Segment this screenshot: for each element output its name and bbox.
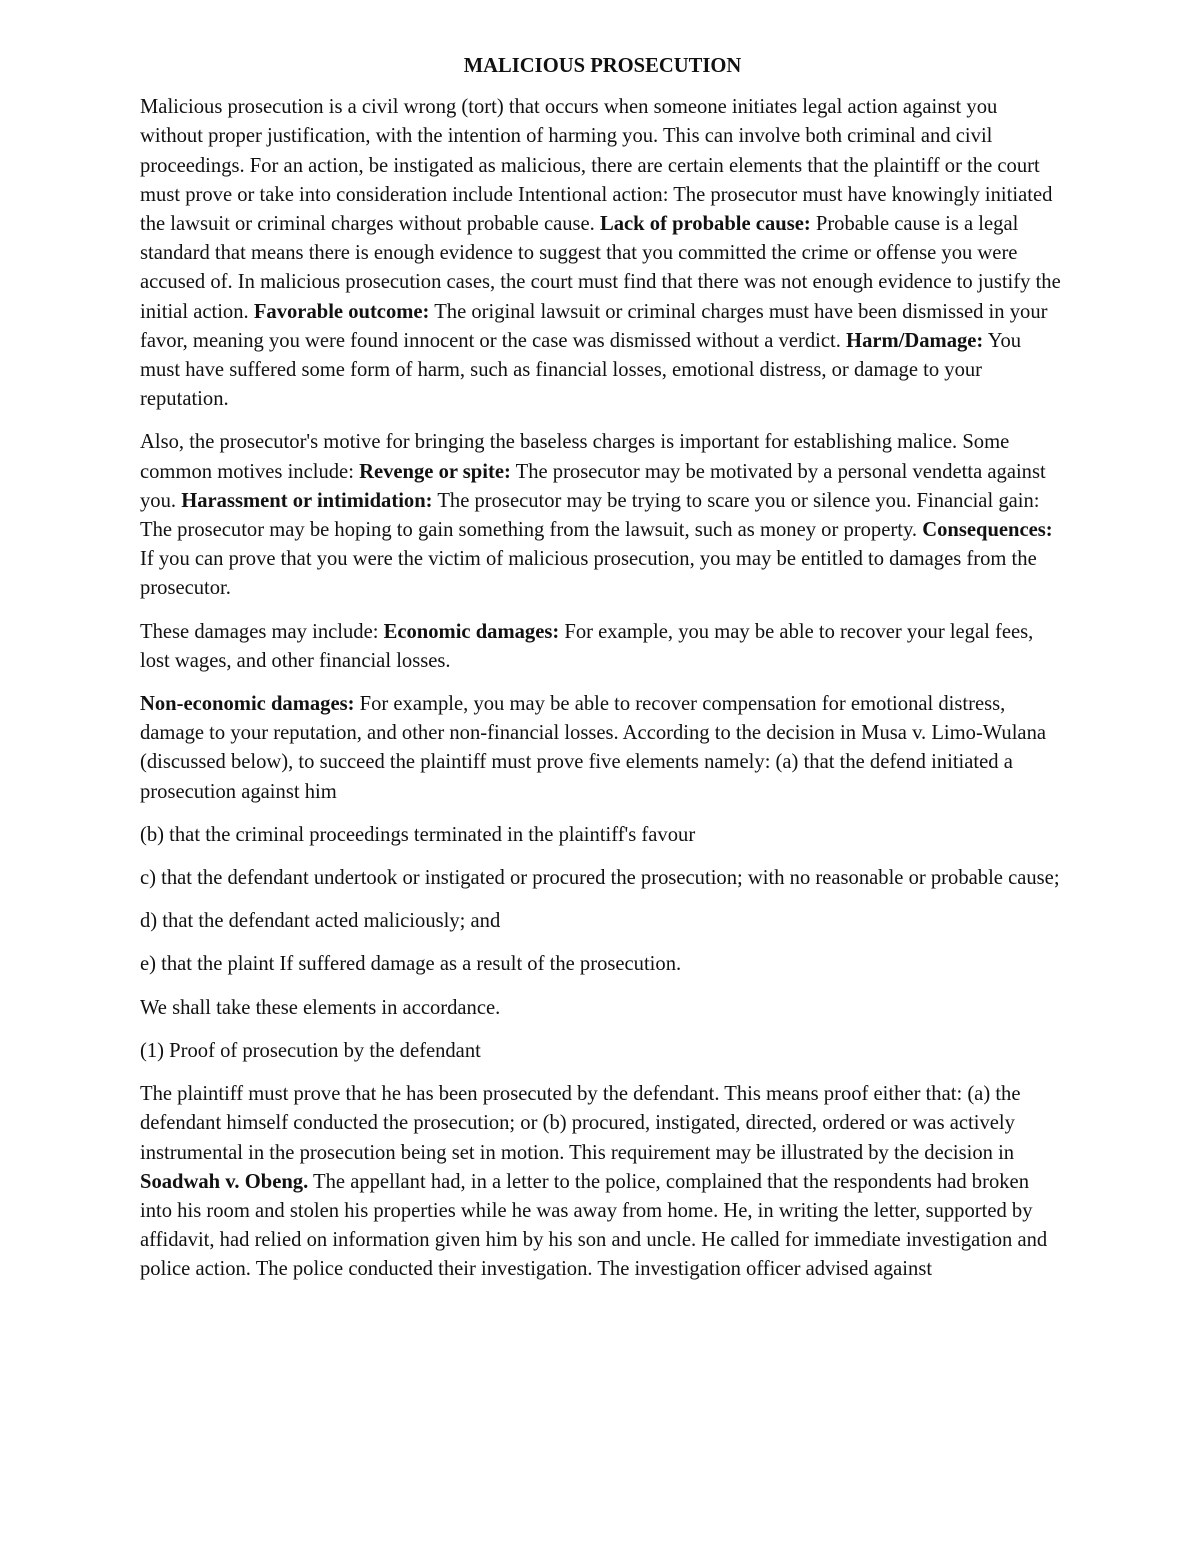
page-title: MALICIOUS PROSECUTION bbox=[463, 55, 742, 77]
paragraph-intro bbox=[140, 93, 1065, 414]
text: Also, the prosecutor's motive for bringing the baseless charges is important for establishing malice. Some common motives include: bbox=[140, 431, 1010, 483]
paragraph-non-economic bbox=[140, 690, 1065, 807]
text: You must have suffered some form of harm, such as financial losses, emotional distress, or damage to your reputation. bbox=[140, 329, 1022, 411]
document-page bbox=[140, 52, 1065, 1299]
text: The original lawsuit or criminal charges must have been dismissed in your favor, meaning you were found innocent or the case was dismissed without a verdict. bbox=[140, 300, 1048, 352]
text: For example, you may be able to recover compensation for emotional distress, damage to your reputation, and other non-financial losses. According to the decision in Musa v. Limo-Wulana (discussed below), to succeed the plaintiff must prove five elements namely: (a) that the defend initiated a prosecution against him bbox=[140, 693, 1047, 803]
bold-term: Harm/Damage: bbox=[846, 329, 984, 352]
bold-term: Revenge or spite: bbox=[359, 460, 511, 483]
text: The prosecutor may be motivated by a personal vendetta against you. bbox=[140, 460, 1046, 512]
bold-term: Non-economic damages: bbox=[140, 693, 355, 716]
text: For example, you may be able to recover your legal fees, lost wages, and other financial losses. bbox=[140, 620, 1034, 672]
text: Probable cause is a legal standard that means there is enough evidence to suggest that you committed the crime or offense you were accused of. In malicious prosecution cases, the court must find that there was not enough evidence to justify the initial action. bbox=[140, 213, 1061, 323]
case-name: Soadwah v. Obeng. bbox=[140, 1170, 309, 1193]
section-heading: (1) Proof of prosecution by the defendant bbox=[140, 1039, 481, 1062]
bold-term: Lack of probable cause: bbox=[600, 213, 811, 236]
paragraph-damages bbox=[140, 618, 1065, 676]
text: The appellant had, in a letter to the police, complained that the respondents had broken into his room and stolen his properties while he was away from home. He, in writing the letter, supported by affidavit, had relied on information given him by his son and uncle. He called for immediate investigation and police action. The police conducted their investigation. The investigation officer advised against bbox=[140, 1170, 1048, 1281]
paragraph-element-c: c) that the defendant undertook or instigated or procured the prosecution; with no reasonable or probable cause; bbox=[140, 867, 1060, 890]
bold-term: Economic damages: bbox=[383, 620, 560, 643]
bold-term: Harassment or intimidation: bbox=[181, 489, 433, 512]
text: The prosecutor may be trying to scare you or silence you. Financial gain: The prosecutor may be hoping to gain something from the lawsuit, such as money or property. bbox=[140, 489, 1040, 542]
text: Malicious prosecution is a civil wrong (tort) that occurs when someone initiates legal action against you without proper justification, with the intention of harming you. This can involve both criminal and civil proceedings. For an action, be instigated as malicious, there are certain elements that the plaintiff or the court must prove or take into consideration include Intentional action: The prosecutor must have knowingly initiated the lawsuit or criminal charges without probable cause. bbox=[140, 96, 1053, 236]
paragraph-proof bbox=[140, 1080, 1065, 1284]
paragraph-element-e: e) that the plaint If suffered damage as a result of the prosecution. bbox=[140, 953, 682, 976]
text: If you can prove that you were the victim of malicious prosecution, you may be entitled to damages from the prosecutor. bbox=[140, 548, 1037, 600]
paragraph-motives bbox=[140, 428, 1065, 603]
bold-term: Consequences: bbox=[922, 519, 1053, 542]
paragraph-element-d: d) that the defendant acted maliciously; and bbox=[140, 910, 501, 933]
text: The plaintiff must prove that he has been prosecuted by the defendant. This means proof either that: (a) the defendant himself conducted the prosecution; or (b) procured, instigated, directed, ordered or was actively instrumental in the prosecution being set in motion. This requirement may be illustrated by the decision in bbox=[140, 1083, 1021, 1164]
text: These damages may include: bbox=[140, 620, 379, 643]
paragraph-transition: We shall take these elements in accordance. bbox=[140, 996, 501, 1019]
bold-term: Favorable outcome: bbox=[253, 300, 430, 323]
paragraph-element-b: (b) that the criminal proceedings terminated in the plaintiff's favour bbox=[140, 823, 696, 846]
